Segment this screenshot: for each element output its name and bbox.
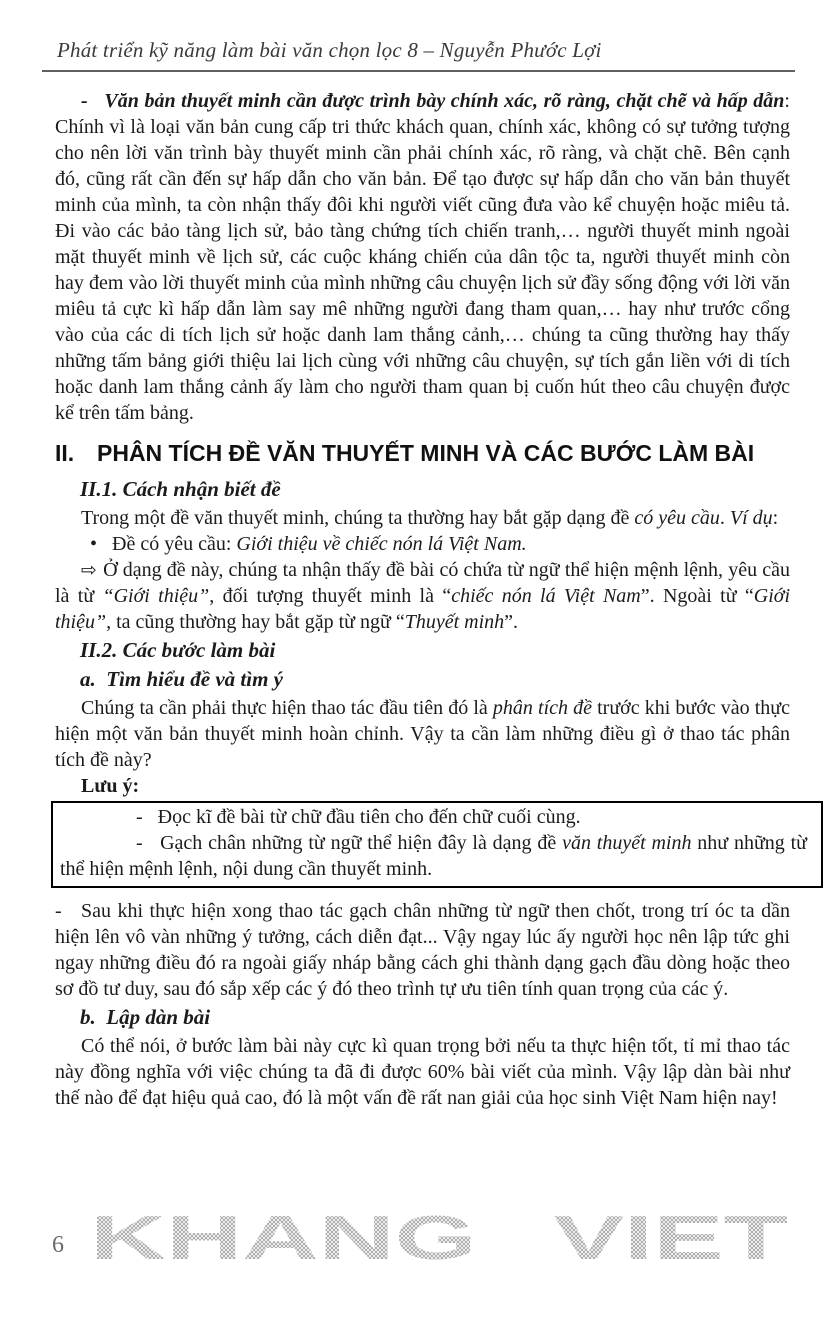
paragraph-intro: - Văn bản thuyết minh cần được trình bày chính xác, rõ ràng, chặt chẽ và hấp dẫn: Chính vì là loại văn bản cung cấp tri thức khách quan, chính xác, không có sự tưởng tượng cho nên lời văn trình bày thuyết minh cần phải chính xác, rõ ràng, và chặt chẽ. Bên cạnh đó, cũng rất cần đến sự hấp dẫn cho văn bản. Để tạo được sự hấp dẫn cho văn bản thuyết minh của mình, ta còn nhận thấy đôi khi người viết cũng đưa vào kể chuyện hoặc miêu tả. Đi vào các bảo tàng lịch sử, bảo tàng chứng tích chiến tranh,… người thuyết minh ngoài mặt thuyết minh về lịch sử, các cuộc kháng chiến của dân tộc ta, người thuyết minh còn hay đem vào lời thuyết minh của mình những câu chuyện lịch sử đầy sống động với lời văn miêu tả cực kì hấp dẫn làm say mê những người đang tham quan,… hay như trước cổng vào của các di tích lịch sử hoặc danh lam thắng cảnh,… chúng ta cũng thường hay thấy những tấm bảng giới thiệu lai lịch cùng với những câu chuyện, sự tích gắn liền với di tích hoặc danh lam thắng cảnh ấy làm cho người tham quan bị cuốn hút theo câu chuyện được kể trên tấm bảng. — [55, 90, 790, 424]
running-header-title: Phát triển kỹ năng làm bài văn chọn lọc 8 – Nguyễn Phước Lợi — [57, 38, 602, 62]
subsection-heading-b: b. Lập dàn bài — [80, 1005, 211, 1029]
section-number: II. — [55, 440, 75, 466]
page-content — [55, 88, 807, 1111]
subsection-heading-a: a. Tìm hiểu đề và tìm ý — [80, 667, 283, 691]
running-header — [42, 38, 795, 72]
paragraph-find-ideas: Chúng ta cần phải thực hiện thao tác đầu tiên đó là phân tích đề trước khi bước vào thực hiện một văn bản thuyết minh hoàn chỉnh. Vậy ta cần làm những điều gì ở thao tác phân tích đề này? — [55, 697, 791, 771]
watermark-khang-viet — [90, 1210, 792, 1268]
subsection-heading-ii2: II.2. Các bước làm bài — [80, 638, 276, 662]
bullet-item-example: • Đề có yêu cầu: Giới thiệu về chiếc nón lá Việt Nam. — [90, 533, 527, 555]
subsection-heading-ii1: II.1. Cách nhận biết đề — [80, 477, 281, 501]
paragraph-after-box: - Sau khi thực hiện xong thao tác gạch chân những từ ngữ then chốt, trong trí óc ta dần hiện lên vô vàn những ý tưởng, cách diễn đạt... Vậy ngay lúc ấy người học nên lập tức ghi ngay những điều đó ra ngoài giấy nháp bằng cách ghi thành dạng gạch đầu dòng hoặc theo sơ đồ tư duy, sau đó sắp xếp các ý đó theo trình tự ưu tiên tính quan trọng của các ý. — [55, 900, 790, 1000]
note-box — [51, 801, 823, 888]
section-title: PHÂN TÍCH ĐỀ VĂN THUYẾT MINH VÀ CÁC BƯỚC LÀM BÀI — [97, 440, 755, 466]
paragraph-arrow-analysis: ⇨ Ở dạng đề này, chúng ta nhận thấy đề bài có chứa từ ngữ thể hiện mệnh lệnh, yêu cầu là từ “Giới thiệu”, đối tượng thuyết minh là “chiếc nón lá Việt Nam”. Ngoài từ “Giới thiệu”, ta cũng thường hay bắt gặp từ ngữ “Thuyết minh”. — [55, 559, 790, 633]
page-number: 6 — [52, 1232, 64, 1258]
paragraph-recognize: Trong một đề văn thuyết minh, chúng ta thường hay bắt gặp dạng đề có yêu cầu. Ví dụ: — [81, 507, 779, 529]
paragraph-outline: Có thể nói, ở bước làm bài này cực kì quan trọng bởi nếu ta thực hiện tốt, tỉ mỉ thao tác này đồng nghĩa với việc chúng ta đã đi được 60% bài viết của mình. Vậy lập dàn bài như thế nào để đạt hiệu quả cao, đó là một vấn đề rất nan giải của học sinh Việt Nam hiện nay! — [55, 1035, 790, 1109]
note-box-item-2: - Gạch chân những từ ngữ thể hiện đây là dạng đề văn thuyết minh như những từ thể hiện mệnh lệnh, nội dung cần thuyết minh. — [60, 832, 807, 880]
watermark-text: KHANG VIET — [90, 1210, 789, 1268]
note-label: Lưu ý: — [81, 775, 140, 797]
note-box-item-1: - Đọc kĩ đề bài từ chữ đầu tiên cho đến chữ cuối cùng. — [136, 806, 581, 828]
section-heading — [55, 439, 790, 467]
